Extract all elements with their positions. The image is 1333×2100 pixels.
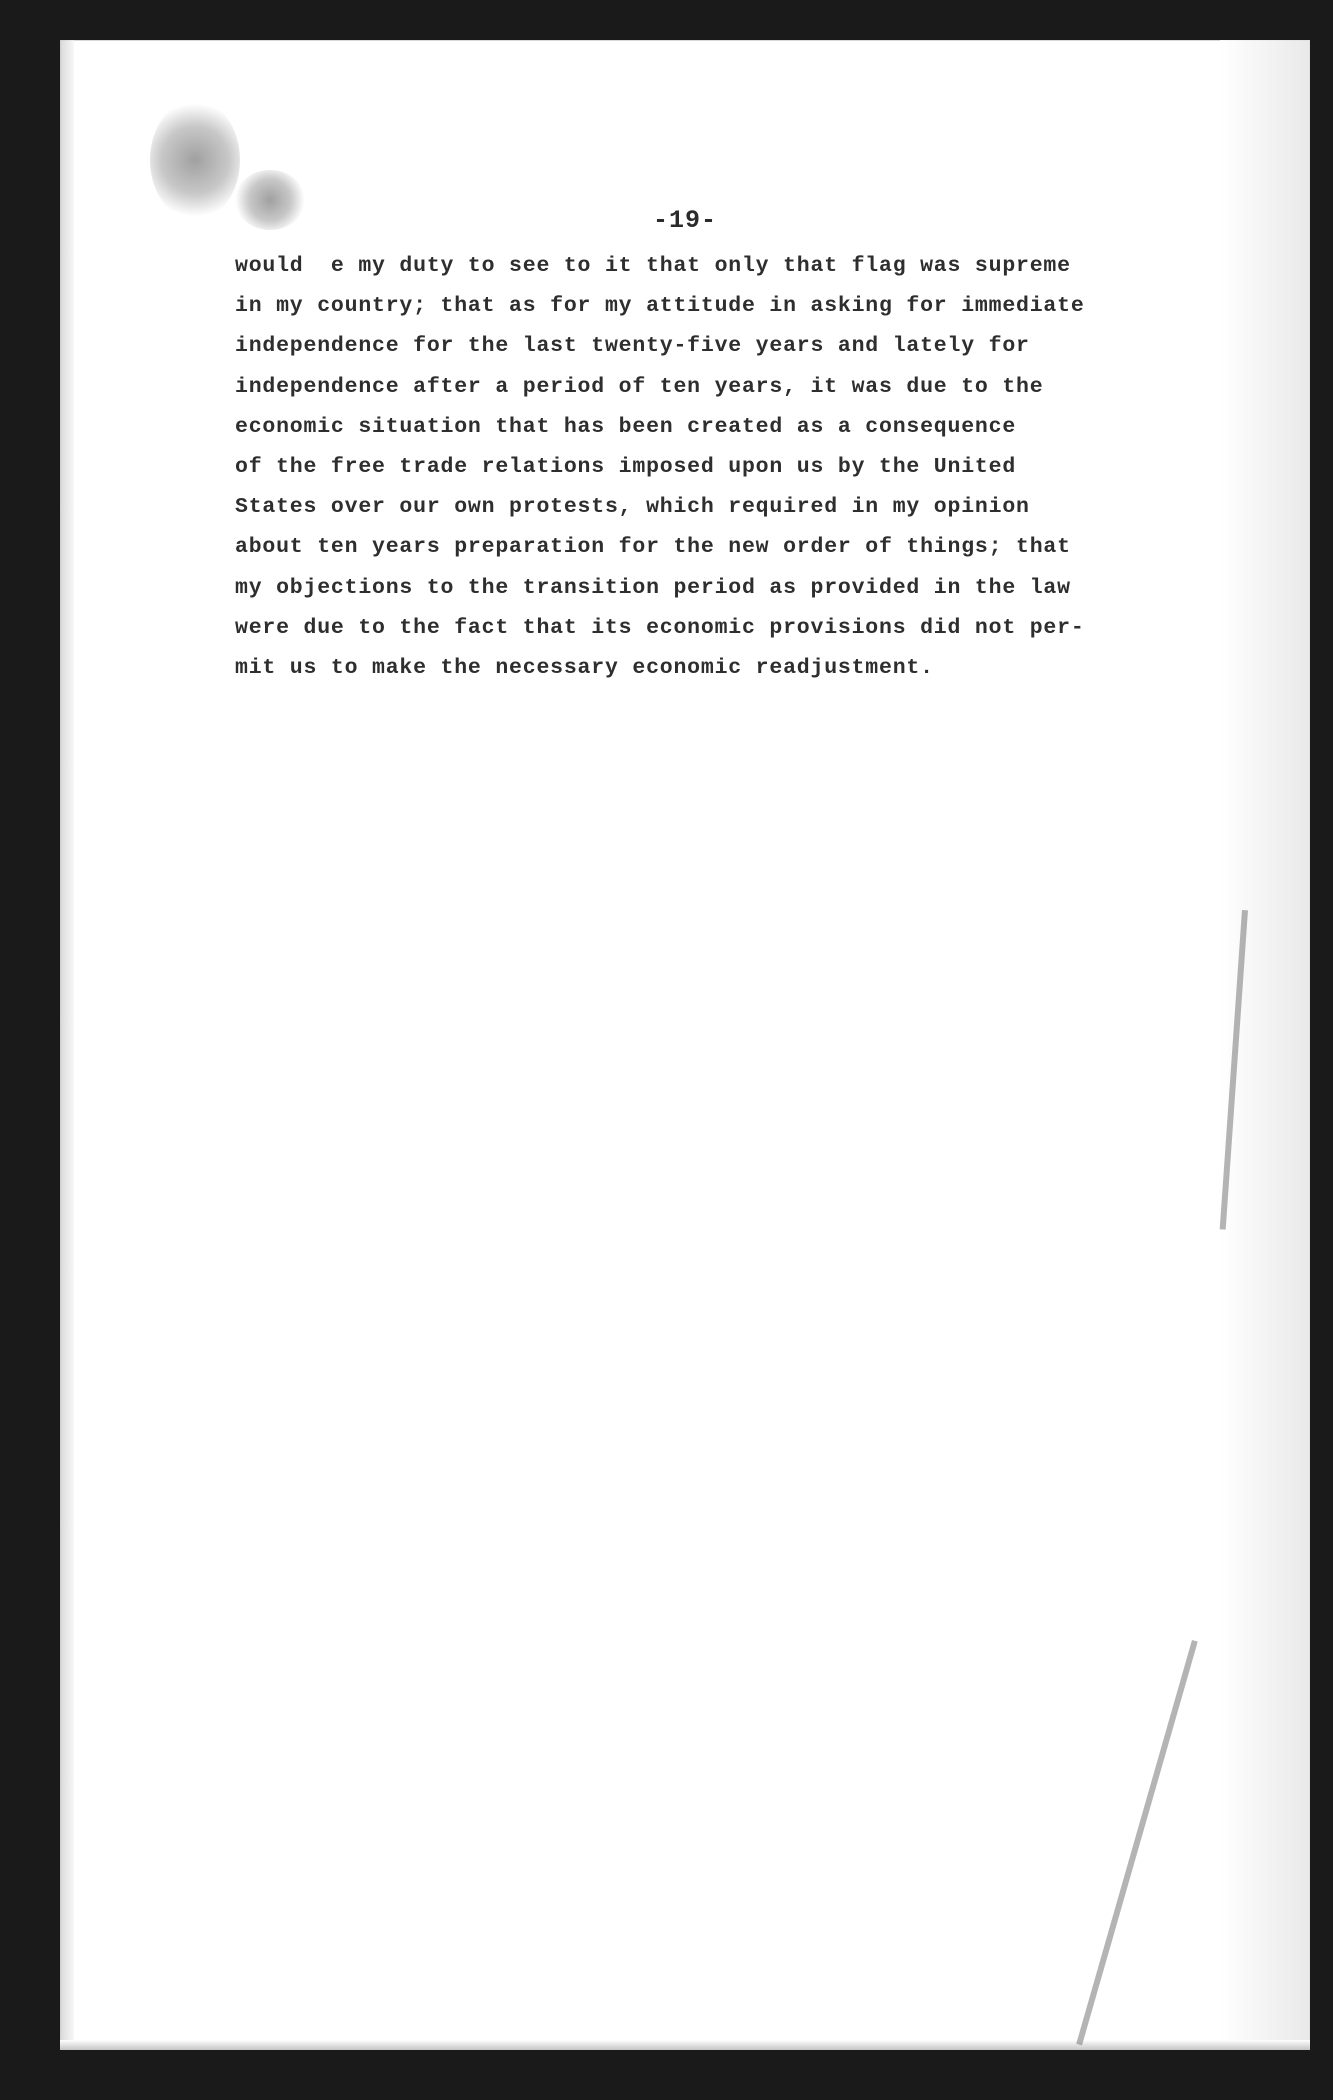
- typed-paragraph: [235, 246, 1245, 688]
- text-line: about ten years preparation for the new order of things; that: [235, 535, 1071, 560]
- text-line: were due to the fact that its economic provisions did not per-: [235, 615, 1085, 640]
- left-edge-wear: [60, 40, 74, 2050]
- text-line: economic situation that has been created as a consequence: [235, 414, 1017, 439]
- document-page: [60, 40, 1310, 2050]
- right-fold-streak-lower: [1076, 1640, 1198, 2045]
- text-line: in my country; that as for my attitude in asking for immediate: [235, 294, 1085, 319]
- bottom-edge: [60, 2040, 1310, 2050]
- text-line: of the free trade relations imposed upon us by the United: [235, 454, 1017, 479]
- text-line: would e my duty to see to it that only that flag was supreme: [235, 254, 1071, 278]
- text-line: States over our own protests, which required in my opinion: [235, 495, 1030, 520]
- text-line: independence after a period of ten years, it was due to the: [235, 374, 1044, 399]
- page-number: -19-: [652, 206, 717, 235]
- top-left-smudge: [150, 100, 240, 220]
- text-line: independence for the last twenty-five years and lately for: [235, 334, 1030, 359]
- text-line: my objections to the transition period as provided in the law: [235, 575, 1071, 600]
- text-line: mit us to make the necessary economic readjustment.: [235, 655, 934, 680]
